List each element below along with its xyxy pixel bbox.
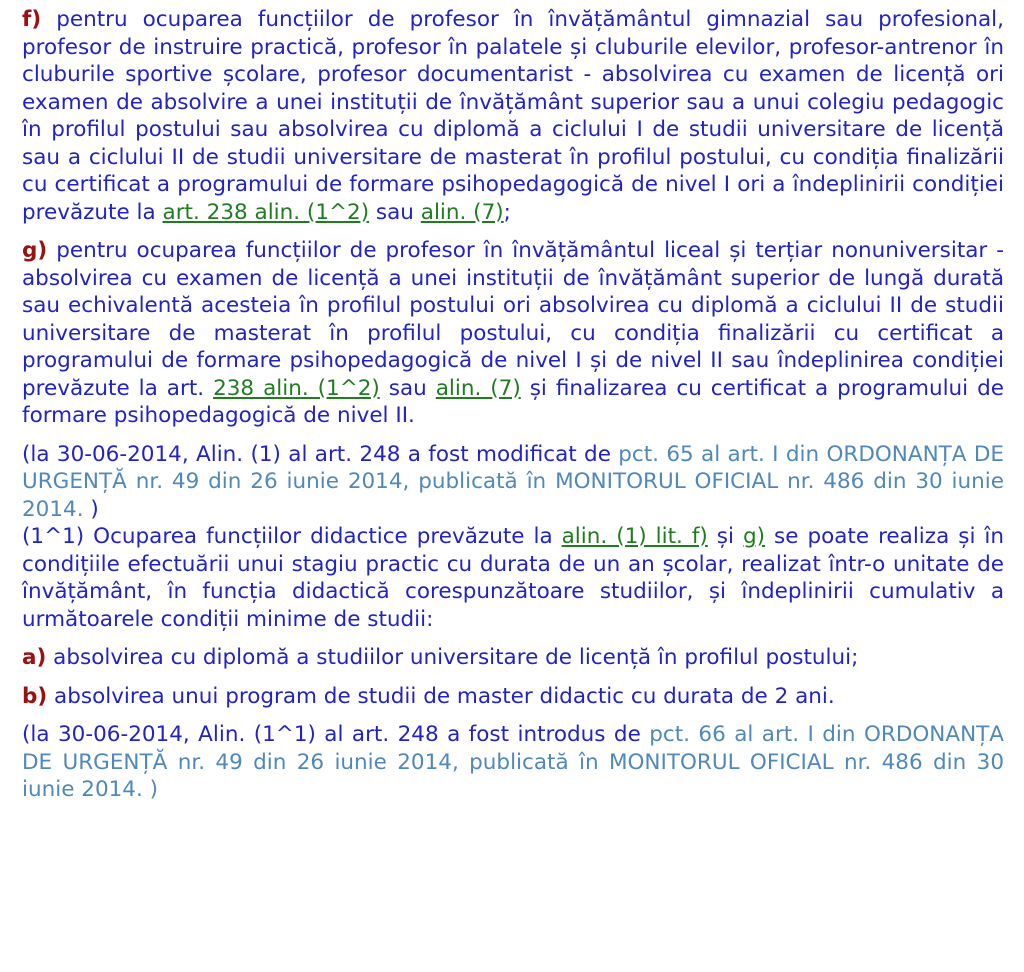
paragraph-lit-f-text-2: sau [369,199,421,225]
paragraph-alin-1-1-text-1: (1^1) Ocuparea funcțiilor didactice prevăzute la [22,524,562,550]
paragraph-lit-g-text-1: pentru ocuparea funcțiilor de profesor în învățământul liceal și terțiar nonuniversitar - absolvirea cu examen de licență a unei instituții de învățământ superior de lungă durată sau echivalentă acesteia în profilul postului ori absolvirea cu diplomă a ciclului II de studii universitare de masterat în profilul postului, cu condiția finalizării cu certificat a programului de formare psihopedagogică de nivel I și de nivel II sau îndeplinirea condiției prevăzute la art. [22,238,1004,401]
paragraph-alin-1-1 [22,523,1004,633]
link-alin-7[interactable]: alin. (7) [435,375,521,401]
list-marker-f: f) [22,7,42,32]
amendment-note-alin-1-1-text-1: (la 30-06-2014, Alin. (1^1) al art. 248 a fost introdus de [22,722,650,748]
paragraph-lit-g-text-2: sau [379,375,436,401]
list-marker-a: a) [22,645,47,671]
paragraph-lit-a-text: absolvirea cu diplomă a studiilor universitare de licență în profilul postului; [46,645,859,671]
paragraph-lit-f-text-1: pentru ocuparea funcțiilor de profesor în învățământul gimnazial sau profesional, profesor de instruire practică, profesor în palatele și cluburile elevilor, profesor-antrenor în cluburile sportive școlare, profesor documentarist - absolvirea cu examen de licență ori examen de absolvire a unei instituții de învățământ superior sau a unui colegiu pedagogic în profilul postului sau absolvirea cu diplomă a ciclului I de studii universitare de licență sau a ciclului II de studii universitare de masterat în profilul postului, cu condiția finalizării cu certificat a programului de formare psihopedagogică de nivel I ori a îndeplinirii condiției prevăzute la [22,7,1004,225]
link-alin-1-lit-f[interactable]: alin. (1) lit. f) [561,524,708,550]
amendment-note-alin-1-1-highlight: pct. 66 al art. I din ORDONANȚA DE URGENȚĂ nr. 49 din 26 iunie 2014, publicată în MONITORUL OFICIAL nr. 486 din 30 iunie 2014. ) [22,722,1005,803]
list-marker-b: b) [22,683,48,709]
paragraph-lit-b [22,683,1004,711]
paragraph-lit-g-text-3: și finalizarea cu certificat a programului de formare psihopedagogică de nivel II. [22,375,1004,429]
paragraph-lit-a [22,644,1004,672]
amendment-note-alin-1-text-1: (la 30-06-2014, Alin. (1) al art. 248 a fost modificat de [22,441,619,467]
link-lit-g[interactable]: g) [742,524,766,550]
link-alin-7[interactable]: alin. (7) [420,199,504,225]
link-238-alin-1-2[interactable]: 238 alin. (1^2) [213,375,380,401]
amendment-note-alin-1-text-2: ) [90,496,99,522]
amendment-note-alin-1-1 [22,721,1004,804]
amendment-note-alin-1-highlight: pct. 65 al art. I din ORDONANȚA DE URGENȚĂ nr. 49 din 26 iunie 2014, publicată în MONITORUL OFICIAL nr. 486 din 30 iunie 2014. [22,441,1004,522]
paragraph-lit-g [22,237,1004,430]
paragraph-lit-f-text-3: ; [503,199,511,225]
paragraph-lit-b-text: absolvirea unui program de studii de master didactic cu durata de 2 ani. [47,683,835,709]
paragraph-lit-f [22,6,1004,226]
paragraph-alin-1-1-text-2: și [707,524,743,550]
list-marker-g: g) [22,238,48,264]
link-art-238-alin-1-2[interactable]: art. 238 alin. (1^2) [162,199,370,225]
paragraph-alin-1-1-text-3: se poate realiza și în condițiile efectuării unui stagiu practic cu durata de un an școlar, realizat într-o unitate de învățământ, în funcția didactică corespunzătoare studiilor, și îndeplinirii cumulativ a următoarele condiții minime de studii: [22,524,1005,632]
amendment-note-alin-1 [22,441,1004,524]
